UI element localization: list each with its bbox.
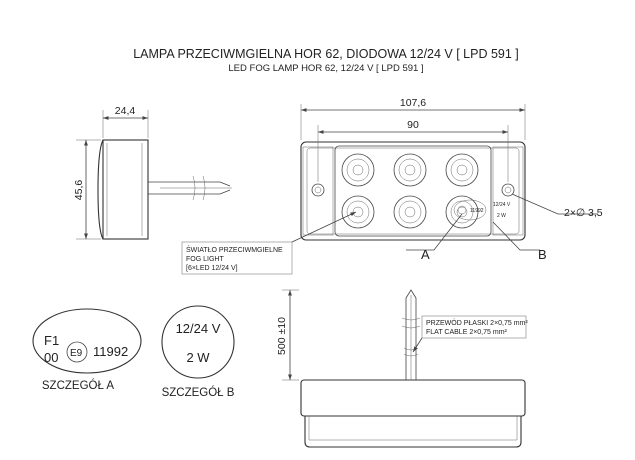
mount-hole-left xyxy=(312,184,324,196)
title-sub: LED FOG LAMP HOR 62, 12/24 V [ LPD 591 ] xyxy=(228,63,424,74)
dim-side-height: 45,6 xyxy=(73,179,85,201)
light-box-line1: ŚWIATŁO PRZECIWMGIELNE xyxy=(186,247,283,254)
bottom-view xyxy=(301,290,525,447)
light-box-line3: [6×LED 12/24 V] xyxy=(186,265,238,272)
detail-b-label: SZCZEGÓŁ B xyxy=(161,387,235,399)
side-view xyxy=(98,140,232,239)
callout-b: B xyxy=(538,247,547,262)
detail-b xyxy=(162,306,234,378)
detail-a-label: SZCZEGÓŁ A xyxy=(41,380,115,392)
lens-marking-power: 2 W xyxy=(497,213,506,219)
detail-b-voltage: 12/24 V xyxy=(175,321,221,336)
dim-mount-spacing: 90 xyxy=(407,119,419,131)
detail-a-approval-number: 11992 xyxy=(93,344,129,359)
dim-cable-length: 500 ±10 xyxy=(276,317,288,355)
cable-box-line1: PRZEWÓD PŁASKI 2×0,75 mm² xyxy=(426,320,528,327)
detail-b-power: 2 W xyxy=(186,350,210,365)
detail-a-class-code: F1 xyxy=(44,333,60,348)
cable-box-line2: FLAT CABLE 2×0,75 mm² xyxy=(426,329,507,336)
light-box-line2: FOG LIGHT xyxy=(186,256,224,263)
dim-front-width: 107,6 xyxy=(399,97,427,109)
callout-a: A xyxy=(421,247,430,262)
lens-marking-code: 11992 xyxy=(470,208,484,214)
front-view xyxy=(301,142,525,240)
detail-a-mark: E9 xyxy=(70,348,83,359)
dim-holes: 2×∅ 3,5 xyxy=(564,207,603,219)
dim-side-depth: 24,4 xyxy=(114,105,136,117)
detail-a-sub-code: 00 xyxy=(44,350,59,365)
led-optics xyxy=(342,154,478,228)
title-main: LAMPA PRZECIWMGIELNA HOR 62, DIODOWA 12/24 V [ LPD 591 ] xyxy=(133,47,519,61)
lens-marking-voltage: 12/24 V xyxy=(493,202,511,208)
detail-a xyxy=(33,309,141,373)
